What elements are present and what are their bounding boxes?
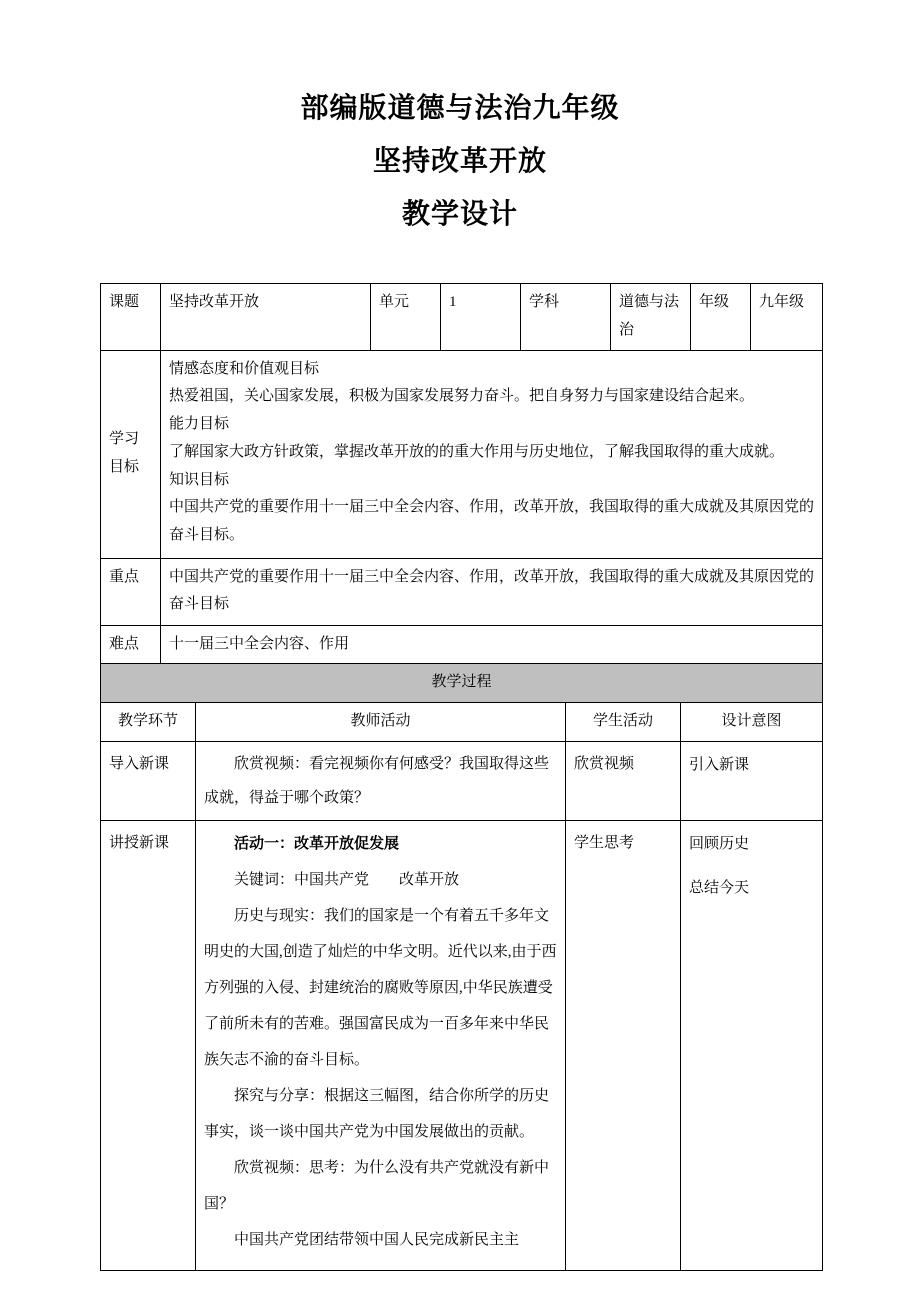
column-header-student: 学生活动: [566, 703, 681, 742]
teach-teacher-paragraph: 欣赏视频：思考：为什么没有共产党就没有新中国？: [204, 1159, 550, 1212]
difficulty-label-cell: 难点: [101, 625, 161, 664]
learning-goals-content-cell: [161, 350, 823, 558]
doc-title-edition: 部编版道德与法治九年级: [300, 93, 620, 124]
teach-intent-paragraph: 回顾历史: [689, 835, 750, 852]
process-columns-row: [101, 703, 823, 742]
lesson-plan-table: [100, 283, 823, 1271]
goal-paragraph: 情感态度和价值观目标: [169, 360, 320, 377]
key-point-label-cell: 重点: [101, 558, 161, 625]
intro-teacher-cell: [196, 741, 566, 820]
info-row: [101, 284, 823, 351]
difficulty-content-cell: 十一届三中全会内容、作用: [161, 625, 823, 664]
teach-teacher-paragraph: 关键词：中国共产党 改革开放: [234, 871, 460, 888]
learning-goals-row: [101, 350, 823, 558]
goal-paragraph: 能力目标: [169, 416, 230, 432]
goal-paragraph: 了解国家大政方针政策，掌握改革开放的的重大作用与历史地位，了解我国取得的重大成就。: [169, 443, 785, 460]
process-header-cell: 教学过程: [101, 664, 823, 703]
intro-student-cell: 欣赏视频: [566, 741, 681, 820]
teach-teacher-paragraph: 历史与现实：我们的国家是一个有着五千多年文明史的大国,创造了灿烂的中华文明。近代以来,由于西方列强的入侵、封建统治的腐败等原因,中华民族遭受了前所未有的苦难。强国富民成为一百多年来中华民族矢志不渝的奋斗目标。: [204, 907, 557, 1068]
teach-teacher-paragraph: 探究与分享：根据这三幅图，结合你所学的历史事实，谈一谈中国共产党为中国发展做出的贡献。: [204, 1087, 550, 1140]
intro-intent-paragraph: 引入新课: [689, 756, 750, 773]
grade-value-cell: 九年级: [751, 284, 823, 351]
teach-intent-paragraph: 总结今天: [689, 879, 750, 896]
teach-row: [101, 820, 823, 1270]
intro-teacher-paragraph: 欣赏视频：看完视频你有何感受？我国取得这些成就，得益于哪个政策？: [204, 755, 550, 806]
teach-stage-cell: 讲授新课: [101, 820, 196, 1270]
key-point-content-cell: 中国共产党的重要作用十一届三中全会内容、作用，改革开放，我国取得的重大成就及其原因党的奋斗目标: [161, 558, 823, 625]
goal-paragraph: 知识目标: [169, 471, 230, 488]
document-title-block: [0, 0, 920, 241]
teach-teacher-cell: [196, 820, 566, 1270]
column-header-stage: 教学环节: [101, 703, 196, 742]
difficulty-row: [101, 625, 823, 664]
column-header-teacher: 教师活动: [196, 703, 566, 742]
teach-intent-cell: [681, 820, 823, 1270]
learning-goals-label-cell: 学习目标: [101, 350, 161, 558]
activity-title: 活动一：改革开放促发展: [234, 835, 400, 852]
grade-label-cell: 年级: [691, 284, 751, 351]
subject-label-cell: 课题: [101, 284, 161, 351]
goal-paragraph: 中国共产党的重要作用十一届三中全会内容、作用，改革开放，我国取得的重大成就及其原因党的奋斗目标。: [169, 499, 815, 543]
discipline-label-cell: 学科: [521, 284, 611, 351]
unit-label-cell: 单元: [371, 284, 441, 351]
unit-value-cell: 1: [441, 284, 521, 351]
intro-stage-cell: 导入新课: [101, 741, 196, 820]
doc-title-type: 教学设计: [401, 199, 518, 230]
teach-teacher-paragraph: 中国共产党团结带领中国人民完成新民主主: [234, 1231, 520, 1248]
column-header-intent: 设计意图: [681, 703, 823, 742]
teach-student-cell: 学生思考: [566, 820, 681, 1270]
discipline-value-cell: 道德与法治: [611, 284, 691, 351]
process-header-row: [101, 664, 823, 703]
doc-title-lesson: 坚持改革开放: [372, 146, 547, 177]
intro-row: [101, 741, 823, 820]
subject-value-cell: 坚持改革开放: [161, 284, 371, 351]
goal-paragraph: 热爱祖国，关心国家发展，积极为国家发展努力奋斗。把自身努力与国家建设结合起来。: [169, 388, 755, 405]
key-point-row: [101, 558, 823, 625]
intro-intent-cell: [681, 741, 823, 820]
